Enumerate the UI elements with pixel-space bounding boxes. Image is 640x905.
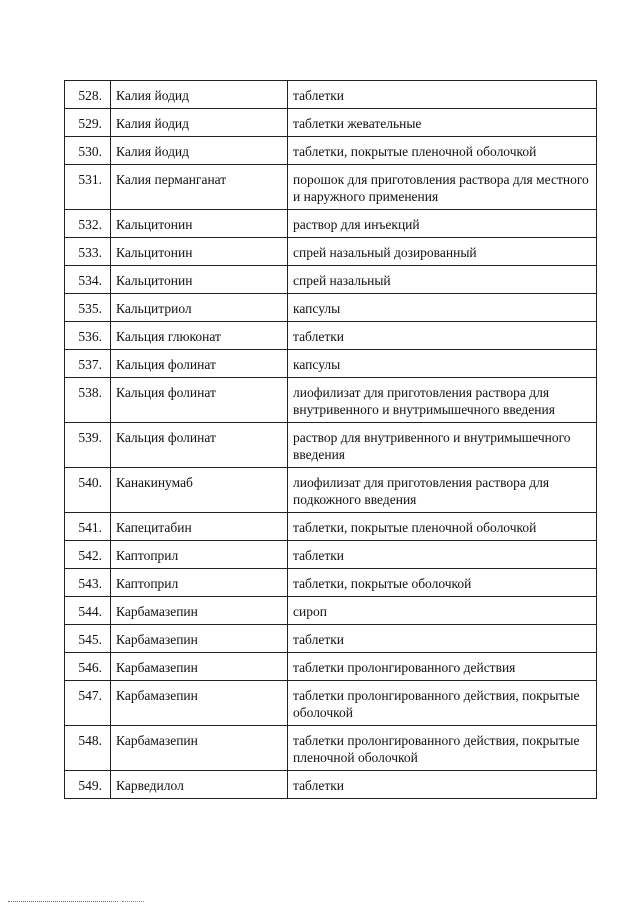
drug-name: Калия йодид — [111, 137, 288, 165]
dosage-form: таблетки пролонгированного действия — [288, 653, 597, 681]
dosage-form: сироп — [288, 597, 597, 625]
drug-name: Калия перманганат — [111, 165, 288, 210]
row-number: 540. — [65, 468, 111, 513]
footer-divider — [122, 901, 144, 902]
dosage-form: таблетки пролонгированного действия, покрытые пленочной оболочкой — [288, 726, 597, 771]
drug-name: Кальцитриол — [111, 294, 288, 322]
table-row — [65, 541, 597, 569]
row-number: 548. — [65, 726, 111, 771]
footer-divider — [8, 901, 118, 902]
table-row — [65, 681, 597, 726]
dosage-form: лиофилизат для приготовления раствора для внутривенного и внутримышечного введения — [288, 378, 597, 423]
dosage-form: таблетки — [288, 541, 597, 569]
table-row — [65, 210, 597, 238]
dosage-form: раствор для внутривенного и внутримышечного введения — [288, 423, 597, 468]
row-number: 529. — [65, 109, 111, 137]
row-number: 544. — [65, 597, 111, 625]
dosage-form: раствор для инъекций — [288, 210, 597, 238]
dosage-form: спрей назальный дозированный — [288, 238, 597, 266]
drug-name: Кальцитонин — [111, 210, 288, 238]
dosage-form: таблетки пролонгированного действия, покрытые оболочкой — [288, 681, 597, 726]
row-number: 539. — [65, 423, 111, 468]
table-row — [65, 468, 597, 513]
drug-name: Кальция глюконат — [111, 322, 288, 350]
drug-name: Кальция фолинат — [111, 423, 288, 468]
table-row — [65, 569, 597, 597]
drug-name: Карбамазепин — [111, 625, 288, 653]
dosage-form: таблетки, покрытые пленочной оболочкой — [288, 137, 597, 165]
row-number: 533. — [65, 238, 111, 266]
table-row — [65, 81, 597, 109]
dosage-form: таблетки — [288, 322, 597, 350]
table-row — [65, 137, 597, 165]
table-row — [65, 423, 597, 468]
drug-name: Кальцитонин — [111, 238, 288, 266]
dosage-form: спрей назальный — [288, 266, 597, 294]
dosage-form: таблетки, покрытые оболочкой — [288, 569, 597, 597]
document-page — [64, 80, 596, 799]
drug-name: Карбамазепин — [111, 726, 288, 771]
table-row — [65, 350, 597, 378]
drug-name: Калия йодид — [111, 81, 288, 109]
drug-name: Карбамазепин — [111, 653, 288, 681]
dosage-form: капсулы — [288, 294, 597, 322]
row-number: 531. — [65, 165, 111, 210]
dosage-form: таблетки, покрытые пленочной оболочкой — [288, 513, 597, 541]
drug-list-table — [64, 80, 597, 799]
table-row — [65, 771, 597, 799]
row-number: 547. — [65, 681, 111, 726]
drug-name: Калия йодид — [111, 109, 288, 137]
row-number: 545. — [65, 625, 111, 653]
drug-name: Карбамазепин — [111, 681, 288, 726]
table-row — [65, 266, 597, 294]
drug-name: Каптоприл — [111, 569, 288, 597]
table-row — [65, 378, 597, 423]
drug-name: Кальция фолинат — [111, 378, 288, 423]
table-row — [65, 109, 597, 137]
table-row — [65, 726, 597, 771]
dosage-form: таблетки жевательные — [288, 109, 597, 137]
row-number: 542. — [65, 541, 111, 569]
drug-name: Карведилол — [111, 771, 288, 799]
row-number: 538. — [65, 378, 111, 423]
row-number: 543. — [65, 569, 111, 597]
row-number: 537. — [65, 350, 111, 378]
dosage-form: таблетки — [288, 625, 597, 653]
dosage-form: порошок для приготовления раствора для местного и наружного применения — [288, 165, 597, 210]
row-number: 541. — [65, 513, 111, 541]
row-number: 530. — [65, 137, 111, 165]
row-number: 528. — [65, 81, 111, 109]
dosage-form: таблетки — [288, 771, 597, 799]
row-number: 535. — [65, 294, 111, 322]
dosage-form: лиофилизат для приготовления раствора для подкожного введения — [288, 468, 597, 513]
row-number: 549. — [65, 771, 111, 799]
table-row — [65, 625, 597, 653]
drug-name: Кальция фолинат — [111, 350, 288, 378]
table-row — [65, 597, 597, 625]
row-number: 536. — [65, 322, 111, 350]
table-row — [65, 513, 597, 541]
table-row — [65, 238, 597, 266]
drug-name: Канакинумаб — [111, 468, 288, 513]
row-number: 534. — [65, 266, 111, 294]
dosage-form: таблетки — [288, 81, 597, 109]
drug-name: Каптоприл — [111, 541, 288, 569]
drug-name: Карбамазепин — [111, 597, 288, 625]
row-number: 546. — [65, 653, 111, 681]
drug-name: Кальцитонин — [111, 266, 288, 294]
drug-name: Капецитабин — [111, 513, 288, 541]
table-row — [65, 165, 597, 210]
row-number: 532. — [65, 210, 111, 238]
table-row — [65, 322, 597, 350]
table-row — [65, 294, 597, 322]
table-row — [65, 653, 597, 681]
dosage-form: капсулы — [288, 350, 597, 378]
